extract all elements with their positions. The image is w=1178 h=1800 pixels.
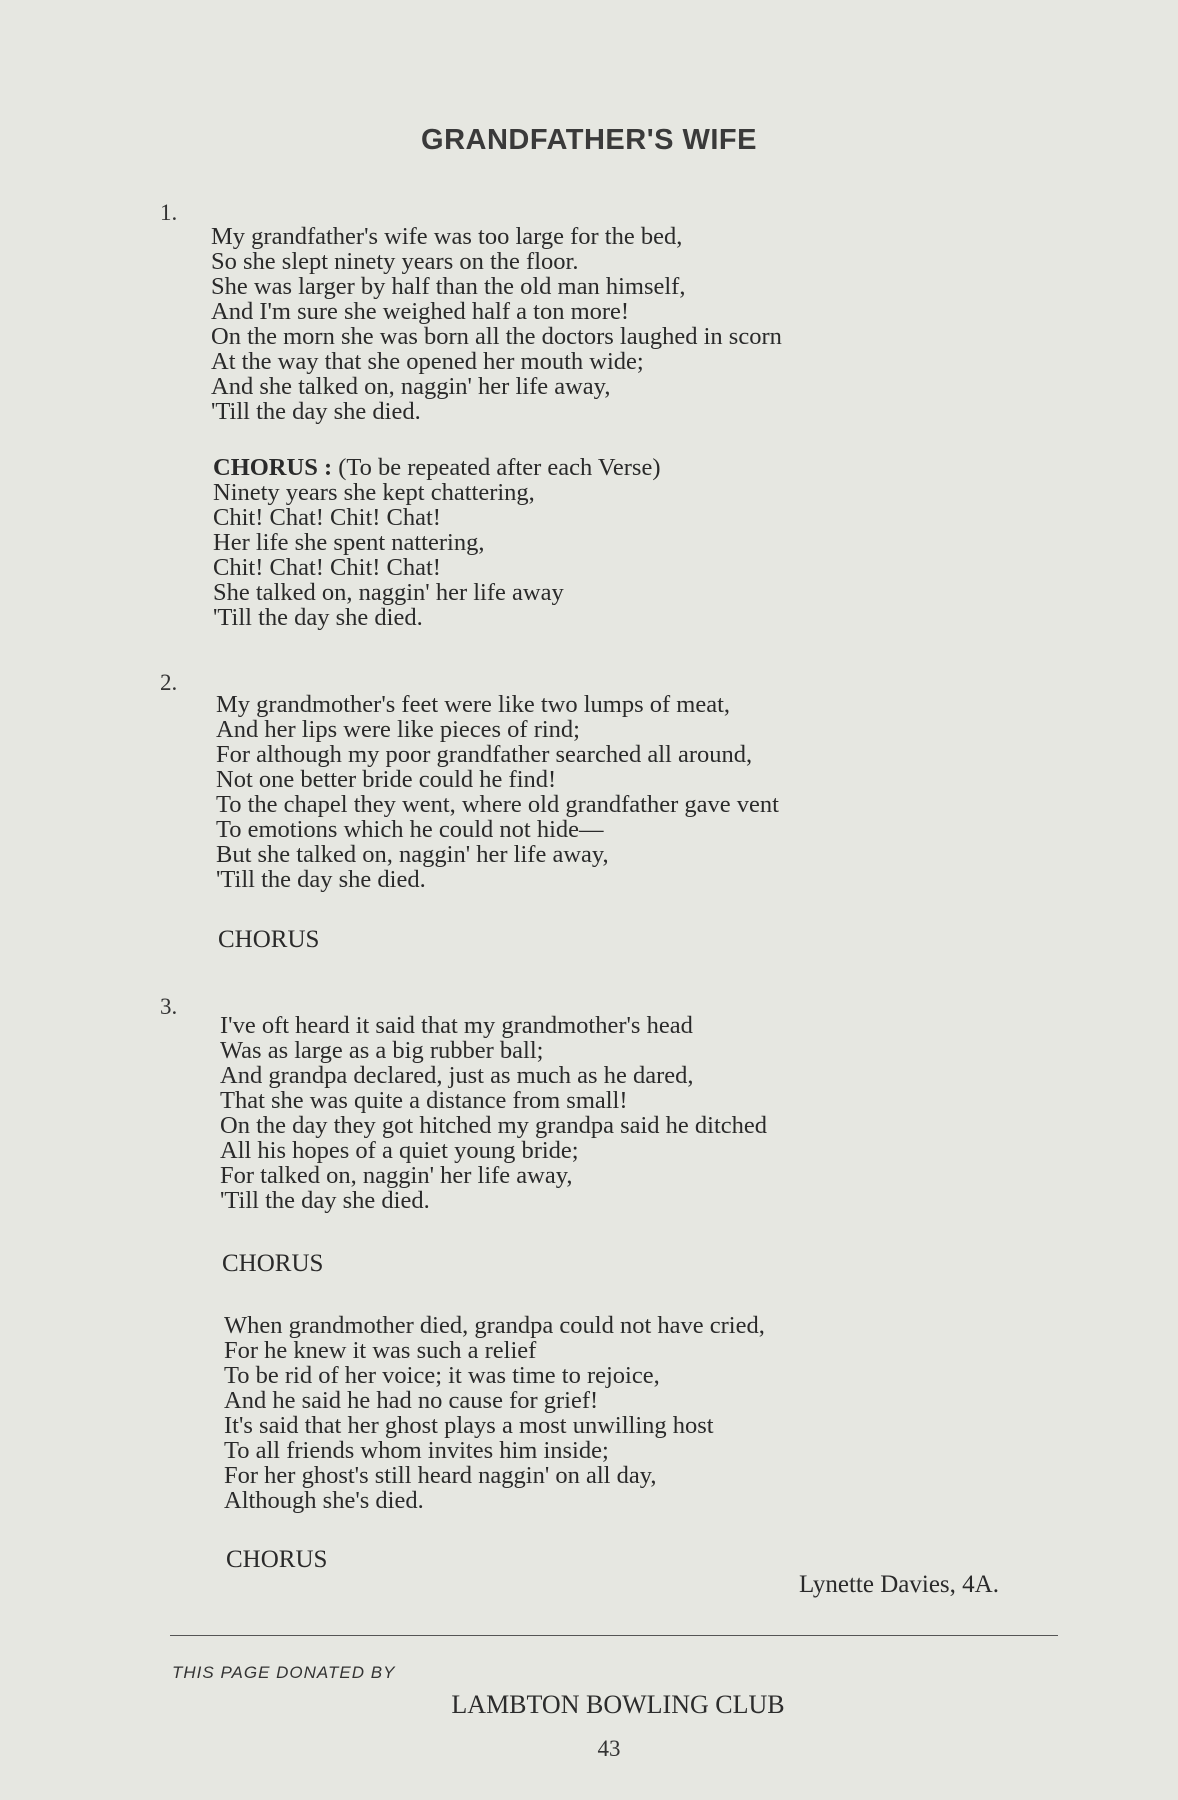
donated-by-label: THIS PAGE DONATED BY bbox=[172, 1663, 396, 1682]
verse-line: When grandmother died, grandpa could not have cried, bbox=[224, 1312, 765, 1339]
verse-line: So she slept ninety years on the floor. bbox=[211, 248, 579, 275]
chorus-line: Her life she spent nattering, bbox=[213, 529, 485, 556]
chorus-repeat-label: CHORUS bbox=[222, 1250, 324, 1277]
chorus bbox=[213, 455, 661, 630]
chorus-line: 'Till the day she died. bbox=[213, 604, 423, 631]
verse-1 bbox=[211, 224, 782, 424]
verse-line: And she talked on, naggin' her life away, bbox=[211, 373, 611, 400]
verse-line: My grandmother's feet were like two lumps of meat, bbox=[216, 691, 731, 718]
verse-line: At the way that she opened her mouth wide; bbox=[211, 348, 644, 375]
verse-line: For although my poor grandfather searched all around, bbox=[216, 741, 753, 768]
chorus-heading bbox=[213, 455, 661, 480]
chorus-line: Ninety years she kept chattering, bbox=[213, 479, 535, 506]
verse-line: I've oft heard it said that my grandmother's head bbox=[220, 1012, 693, 1039]
verse-line: And grandpa declared, just as much as he dared, bbox=[220, 1062, 694, 1089]
chorus-line: Chit! Chat! Chit! Chat! bbox=[213, 504, 441, 531]
page-number: 43 bbox=[597, 1736, 621, 1761]
verse-line: She was larger by half than the old man himself, bbox=[211, 273, 686, 300]
verse-line: On the morn she was born all the doctors laughed in scorn bbox=[211, 323, 782, 350]
verse-line: Not one better bride could he find! bbox=[216, 766, 557, 793]
verse-line: 'Till the day she died. bbox=[220, 1187, 430, 1214]
chorus-line: She talked on, naggin' her life away bbox=[213, 579, 564, 606]
poem-title: GRANDFATHER'S WIFE bbox=[421, 124, 757, 156]
verse-line: For her ghost's still heard naggin' on all day, bbox=[224, 1462, 657, 1489]
author-credit: Lynette Davies, 4A. bbox=[799, 1571, 999, 1598]
donor-name: LAMBTON BOWLING CLUB bbox=[451, 1690, 785, 1719]
verse-3 bbox=[220, 1013, 767, 1213]
chorus-repeat-label: CHORUS bbox=[226, 1546, 328, 1573]
verse-line: And her lips were like pieces of rind; bbox=[216, 716, 580, 743]
chorus-label: CHORUS : bbox=[213, 454, 333, 481]
verse-line: That she was quite a distance from small! bbox=[220, 1087, 628, 1114]
footer-divider bbox=[170, 1635, 1058, 1636]
verse-line: And he said he had no cause for grief! bbox=[224, 1387, 599, 1414]
verse-2-number: 2. bbox=[160, 670, 178, 695]
verse-line: My grandfather's wife was too large for the bed, bbox=[211, 223, 683, 250]
verse-1-number: 1. bbox=[160, 200, 178, 225]
verse-line: But she talked on, naggin' her life away, bbox=[216, 841, 609, 868]
verse-line: To the chapel they went, where old grandfather gave vent bbox=[216, 791, 779, 818]
verse-line: Although she's died. bbox=[224, 1487, 424, 1514]
verse-line: 'Till the day she died. bbox=[211, 398, 421, 425]
verse-4 bbox=[224, 1313, 765, 1513]
verse-line: 'Till the day she died. bbox=[216, 866, 426, 893]
chorus-note: (To be repeated after each Verse) bbox=[338, 454, 661, 481]
verse-2 bbox=[216, 692, 779, 892]
verse-3-number: 3. bbox=[160, 994, 178, 1019]
chorus-repeat-label: CHORUS bbox=[218, 926, 320, 953]
verse-line: To all friends whom invites him inside; bbox=[224, 1437, 609, 1464]
verse-line: All his hopes of a quiet young bride; bbox=[220, 1137, 579, 1164]
verse-line: To be rid of her voice; it was time to rejoice, bbox=[224, 1362, 660, 1389]
verse-line: Was as large as a big rubber ball; bbox=[220, 1037, 544, 1064]
verse-line: On the day they got hitched my grandpa said he ditched bbox=[220, 1112, 768, 1139]
verse-line: It's said that her ghost plays a most unwilling host bbox=[224, 1412, 714, 1439]
verse-line: For talked on, naggin' her life away, bbox=[220, 1162, 573, 1189]
verse-line: To emotions which he could not hide— bbox=[216, 816, 604, 843]
verse-line: For he knew it was such a relief bbox=[224, 1337, 537, 1364]
chorus-line: Chit! Chat! Chit! Chat! bbox=[213, 554, 441, 581]
verse-line: And I'm sure she weighed half a ton more! bbox=[211, 298, 630, 325]
